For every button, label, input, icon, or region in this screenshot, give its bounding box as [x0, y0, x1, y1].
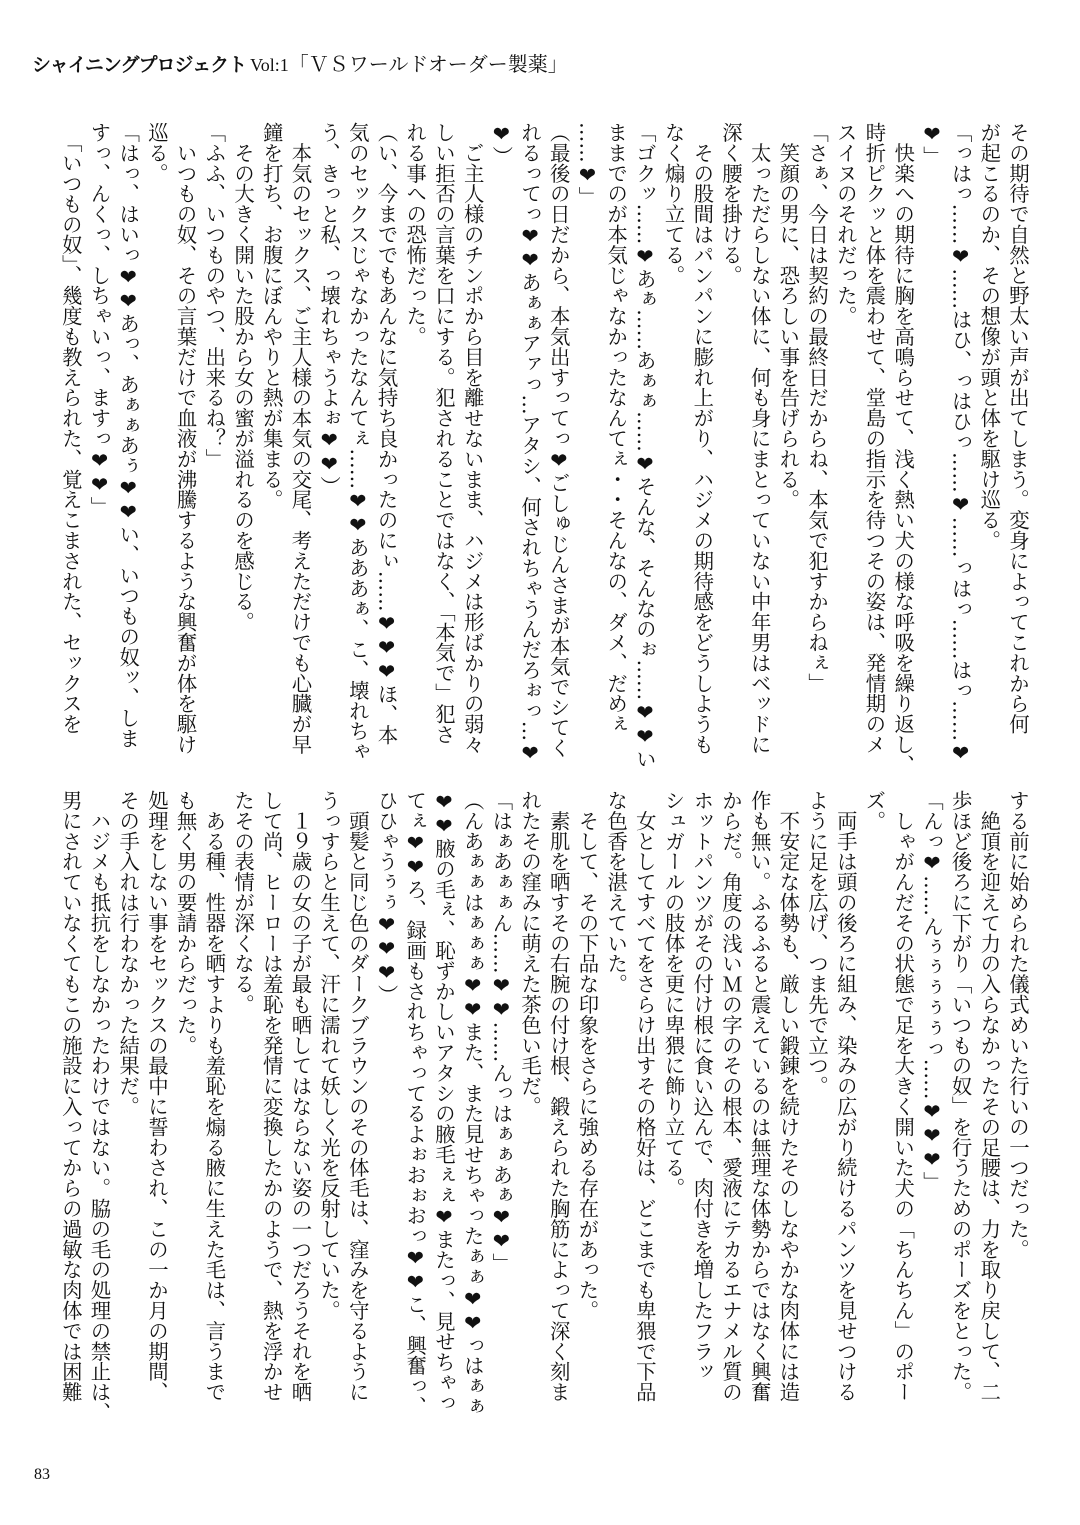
text-column: スイヌのそれだった。: [833, 122, 858, 326]
text-column: れる事への恐怖だった。: [403, 122, 428, 347]
text-column: ホットパンツがその付け根に食い込んで、肉付きを増したフラッ: [690, 790, 715, 1382]
text-column: 快楽への期待に胸を高鳴らせて、浅く熱い犬の様な呼吸を繰り返し、: [891, 122, 916, 775]
text-column: れたその窪みに萌えた茶色い毛だ。: [518, 790, 543, 1117]
text-column: 深く腰を掛ける。: [718, 122, 743, 286]
text-column: しゃがんだその状態で足を大きく開いた犬の「ちんちん」のポー: [891, 790, 916, 1402]
text-column: ……❤」: [575, 122, 600, 208]
text-column: する前に始められた儀式めいた行いの一つだった。: [1006, 790, 1030, 1260]
text-column: その股間はパンパンに膨れ上がり、ハジメの期待感をどうしようも: [690, 122, 715, 755]
text-column: てぇ❤❤ろ、録画もされちゃってるよぉおぉおっ❤❤こ、興奮っ、: [403, 790, 428, 1417]
text-block-bottom: [42, 790, 1032, 1440]
text-column: 「はっ、はいっ❤❤あっ、あぁぁあぅ❤❤い、いつもの奴ッ、しま: [116, 122, 141, 749]
chapter-title: 「ＶＳワールドオーダー製薬」: [288, 52, 568, 76]
text-column: ハジメも抵抗をしなかったわけではない。脇の毛の処理の禁止は、: [87, 790, 112, 1423]
text-column: 「さぁ、今日は契約の最終日だからね、本気で犯すからねぇ」: [805, 122, 830, 694]
text-column: すっ、んくっ、しちゃいっ、ますっ❤❤」: [87, 122, 112, 517]
text-column: 巡る。: [144, 122, 169, 184]
text-column: 歩ほど後ろに下がり「いつもの奴」を行うためのポーズをとった。: [948, 790, 973, 1402]
text-column: う、きっと私、っ壊れちゃうよぉ❤❤）: [317, 122, 342, 497]
text-column: ご主人様のチンポから目を離せないまま、ハジメは形ばかりの弱々: [460, 122, 485, 755]
text-column: たその表情が深くなる。: [231, 790, 256, 1015]
text-column: 笑顔の男に、恐ろしい事を告げられる。: [776, 122, 801, 510]
page-number: 83: [34, 1466, 50, 1483]
text-column: 男にされていなくてもこの施設に入ってからの過敏な肉体では困難: [58, 790, 83, 1402]
text-column: 両手は頭の後ろに組み、染みの広がり続けるパンツを見せつける: [833, 790, 858, 1402]
text-column: 時折ピクッと体を震わせて、堂島の指示を待つその姿は、発情期のメ: [862, 122, 887, 755]
text-column: その手入れは行わなかった結果だ。: [116, 790, 141, 1117]
text-column: が起こるのか、その想像が頭と体を駆け巡る。: [977, 122, 1002, 551]
text-column: うっすらと生えて、汗に濡れて妖しく光を反射していた。: [317, 790, 342, 1321]
text-column: ままでのが本気じゃなかったなんてぇ・・そんなの、ダメ、だめぇ: [604, 122, 629, 734]
text-column: な色香を湛えていた。: [604, 790, 629, 994]
text-column: （い、今まででもあんなに気持ち良かったのにぃ……❤❤❤ほ、本: [374, 122, 399, 745]
text-column: 不安定な体勢も、厳しい鍛錬を続けたそのしなやかな肉体には造: [776, 790, 801, 1402]
text-column: 素肌を晒すその右腕の付け根、鍛えられた胸筋によって深く刻ま: [546, 790, 571, 1402]
text-column: 「ゴクッ……❤あぁ……あぁぁ……❤そんな、そんなのぉ……❤❤い: [632, 122, 657, 769]
text-column: （最後の日だから、本気出すってっ❤ごしゅじんさまが本気でシてく: [546, 122, 571, 758]
text-column: 「いつもの奴」、幾度も教えられた、覚えこまされた、セックスを: [58, 122, 83, 734]
text-column: からだ。角度の浅いＭの字のその根本、愛液にテカるエナメル質の: [718, 790, 743, 1402]
text-block-top: [42, 122, 1032, 775]
volume-label: Vol:1: [250, 55, 289, 75]
text-column: ある種、性器を晒すよりも羞恥を煽る腋に生えた毛は、言うまで: [202, 790, 227, 1402]
text-column: しい拒否の言葉を口にする。犯されることではなく、「本気で」犯さ: [431, 122, 456, 745]
text-column: ひひゃうぅぅ❤❤❤）: [374, 790, 399, 1005]
text-column: 「んっ❤……んぅぅぅぅぅっ……❤❤❤」: [919, 790, 944, 1192]
text-column: 処理をしない事をセックスの最中に誓わされ、この一か月の期間、: [144, 790, 169, 1402]
text-column: ズ。: [862, 790, 887, 831]
text-column: 作も無い。ふるふると震えているのは無理な体勢からではなく興奮: [747, 790, 772, 1402]
text-column: 絶頂を迎えて力の入らなかったその足腰は、力を取り戻して、二: [977, 790, 1002, 1402]
text-column: シュガールの肢体を更に卑猥に飾り立てる。: [661, 790, 686, 1198]
series-title: シャイニングプロジェクト: [32, 54, 247, 76]
running-header: [32, 48, 568, 77]
text-column: 「はぁあぁぁん……❤❤……んっはぁぁあぁ❤❤」: [489, 790, 514, 1274]
text-column: れるってっ❤❤あぁぁアァっ…アタシ、何されちゃうんだろぉっ…❤: [518, 122, 543, 766]
text-column: なく煽り立てる。: [661, 122, 686, 286]
text-column: 本気のセックス、ご主人様の本気の交尾、考えただけでも心臓が早: [288, 122, 313, 755]
text-column: そして、その下品な印象をさらに強める存在があった。: [575, 790, 600, 1321]
text-column: その大きく開いた股から女の蜜が溢れるのを感じる。: [231, 122, 256, 632]
text-column: ❤）: [489, 122, 514, 167]
text-column: ❤」: [919, 122, 944, 167]
text-column: 女としてすべてをさらけ出すその格好は、どこまでも卑猥で下品: [632, 790, 657, 1402]
text-column: その期待で自然と野太い声が出てしまう。変身によってこれから何: [1006, 122, 1030, 734]
text-column: ように足を広げ、つま先で立つ。: [805, 790, 830, 1096]
text-column: 気のセックスじゃなかったなんてぇ……❤❤あああぁ、こ、壊れちゃ: [345, 122, 370, 762]
text-column: 太っただらしない体に、何も身にまとっていない中年男はベッドに: [747, 122, 772, 755]
text-column: （んあぁぁはぁぁぁ❤❤また、また見せちゃったぁぁ❤❤っはぁぁ: [460, 790, 485, 1417]
text-column: 「ふふ、いつものやつ、出来るね？」: [202, 122, 227, 469]
text-column: いつもの奴、その言葉だけで血液が沸騰するような興奮が体を駆け: [173, 122, 198, 755]
text-column: 頭髪と同じ色のダークブラウンのその体毛は、窪みを守るように: [345, 790, 370, 1402]
text-column: して尚、ヒーローは羞恥を発情に変換したかのようで、熱を浮かせ: [259, 790, 284, 1402]
text-column: ❤❤腋の毛ぇ、恥ずかしいアタシの腋毛ぇぇ❤またっ、見せちゃっ: [431, 790, 456, 1413]
text-column: も無く男の要請からだった。: [173, 790, 198, 1056]
text-column: 鐘を打ち、お腹にぼんやりと熱が集まる。: [259, 122, 284, 510]
text-column: 「っはっ……❤……はひ、っはひっ……❤……っはっ……はっ……❤: [948, 122, 973, 766]
text-column: １９歳の女の子が最も晒してはならない姿の一つだろうそれを晒: [288, 790, 313, 1402]
